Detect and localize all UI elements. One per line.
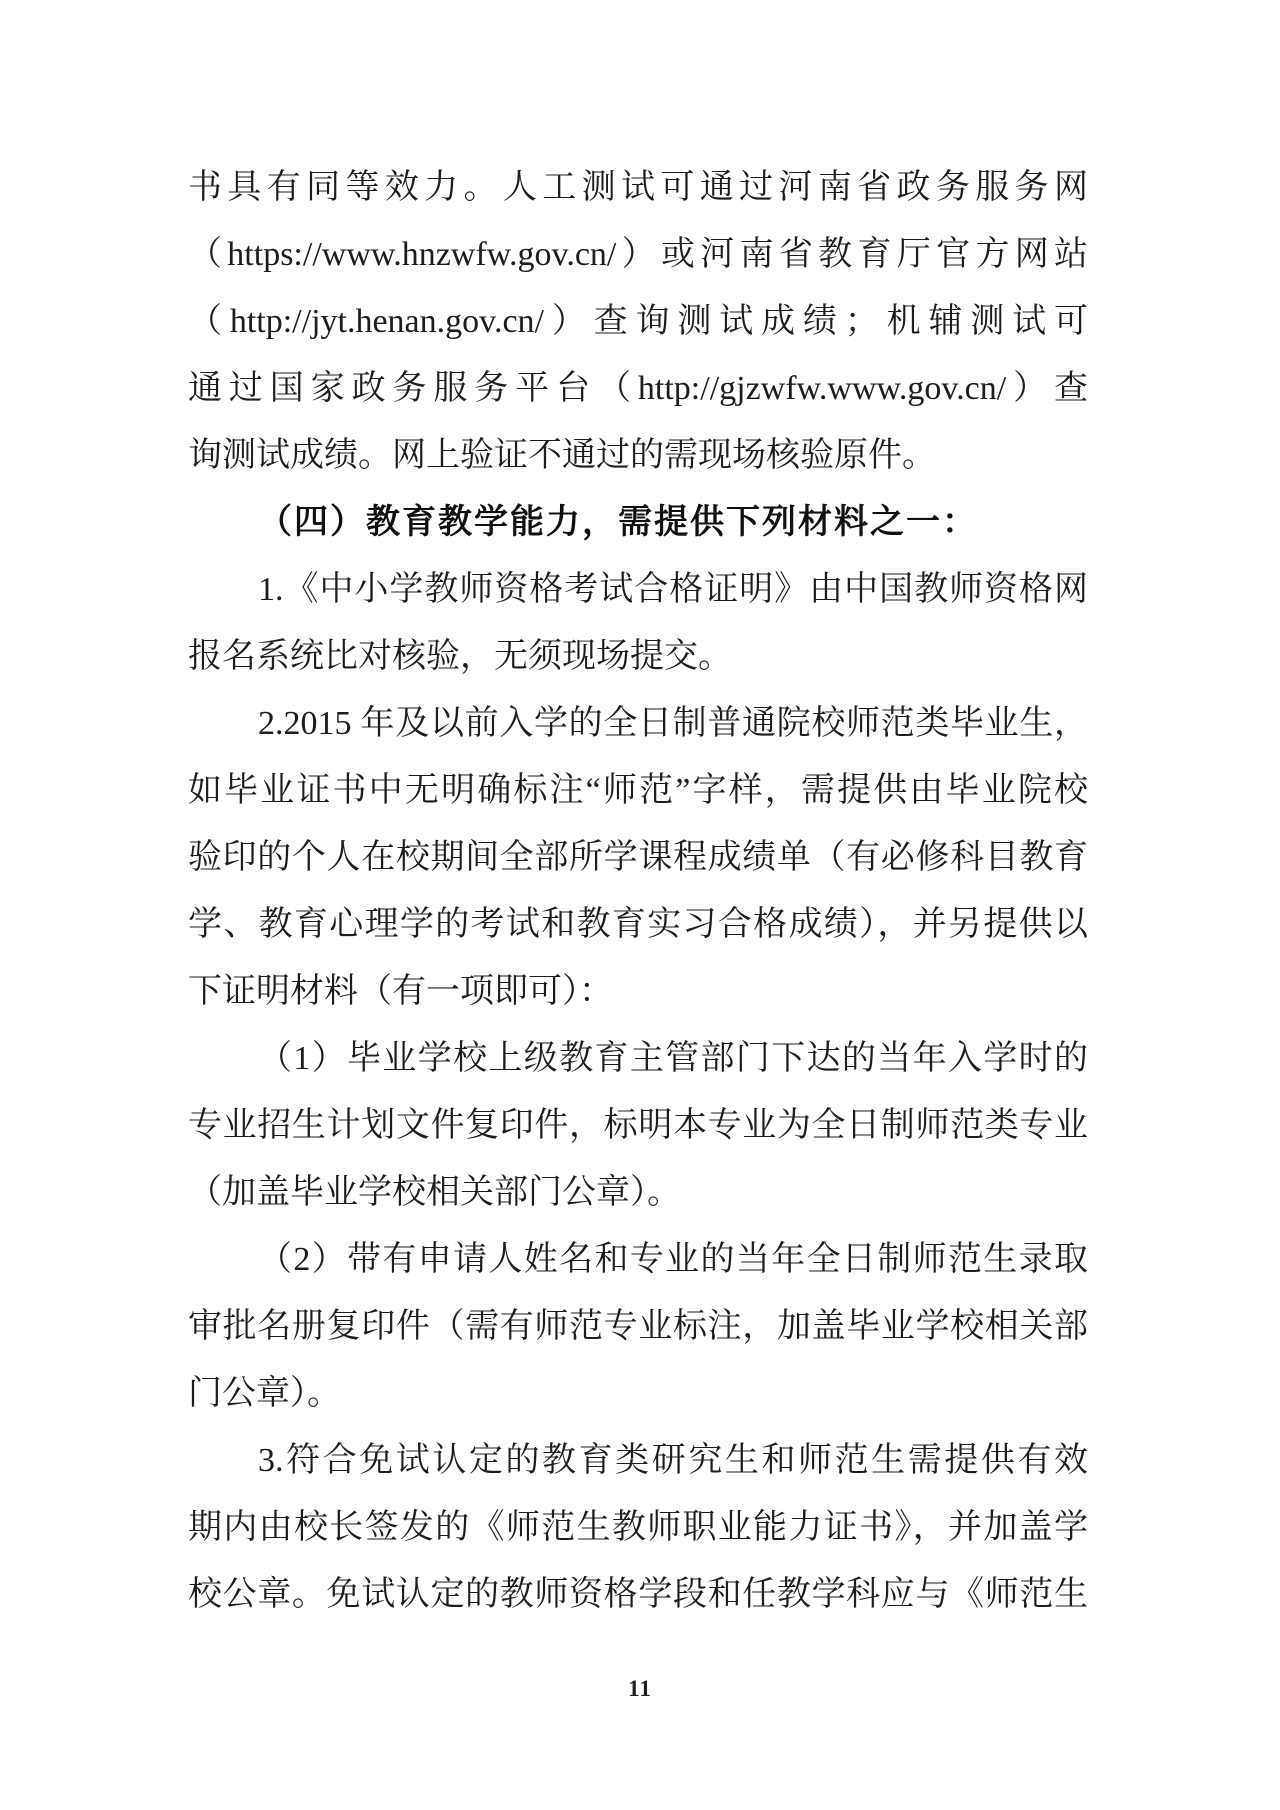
text-line: 书具有同等效力。人工测试可通过河南省政务服务网 (188, 169, 1088, 206)
text-line: 学、教育心理学的考试和教育实习合格成绩），并另提供以 (188, 906, 1088, 943)
text-line: （https://www.hnzwfw.gov.cn/）或河南省教育厅官方网站 (188, 236, 1088, 273)
text-line: （加盖毕业学校相关部门公章）。 (188, 1174, 681, 1211)
text-line: 期内由校长签发的《师范生教师职业能力证书》，并加盖学 (188, 1509, 1088, 1546)
text-line: 下证明材料（有一项即可）： (188, 973, 613, 1010)
text-line: 如毕业证书中无明确标注“师范”字样，需提供由毕业院校 (188, 772, 1088, 809)
text-line: 门公章）。 (188, 1375, 341, 1412)
text-line: 报名系统比对核验，无须现场提交。 (188, 638, 732, 675)
page-number: 11 (628, 1676, 652, 1701)
text-line: 2.2015 年及以前入学的全日制普通院校师范类毕业生， (258, 705, 1088, 742)
text-line: 审批名册复印件（需有师范专业标注，加盖毕业学校相关部 (188, 1308, 1088, 1345)
text-line: 询测试成绩。网上验证不通过的需现场核验原件。 (188, 437, 936, 474)
text-line: （http://jyt.henan.gov.cn/）查询测试成绩；机辅测试可 (188, 303, 1088, 340)
text-line: 3.符合免试认定的教育类研究生和师范生需提供有效 (258, 1442, 1088, 1479)
document-body (188, 154, 1088, 1628)
text-line: （1）毕业学校上级教育主管部门下达的当年入学时的 (258, 1040, 1088, 1077)
text-line: （2）带有申请人姓名和专业的当年全日制师范生录取 (258, 1241, 1088, 1278)
text-line: 校公章。免试认定的教师资格学段和任教学科应与《师范生 (188, 1576, 1088, 1613)
text-line: 验印的个人在校期间全部所学课程成绩单（有必修科目教育 (188, 839, 1088, 876)
text-line: 专业招生计划文件复印件，标明本专业为全日制师范类专业 (188, 1107, 1088, 1144)
text-line: 通过国家政务服务平台（http://gjzwfw.www.gov.cn/）查 (188, 370, 1088, 407)
section-heading: （四）教育教学能力，需提供下列材料之一： (258, 504, 978, 541)
text-line: 1.《中小学教师资格考试合格证明》由中国教师资格网 (258, 571, 1088, 608)
